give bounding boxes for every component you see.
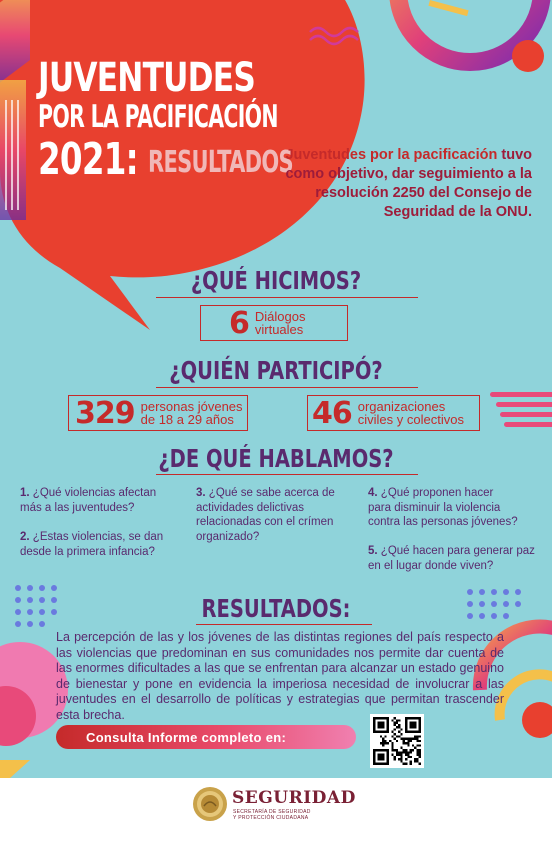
title-year: 2021: [38, 134, 138, 185]
title-line-1: JUVENTUDES [38, 55, 256, 101]
question-4: 4. ¿Qué proponen hacer para disminuir la violencia contra las personas jóvenes? [368, 487, 518, 528]
title-results: RESULTADOS [148, 145, 293, 180]
title-line-2: POR LA PACIFICACIÓN [38, 99, 278, 135]
intro-rest: tuvo como objetivo, dar seguimiento a la resolución 2250 del Consejo de Seguridad de la ONU. [285, 147, 532, 220]
brand-name: SEGURIDAD [232, 788, 356, 808]
de-que-hablamos-heading: ¿DE QUÉ HABLAMOS? [158, 444, 394, 473]
orgs-number: 46 [312, 395, 352, 431]
que-hicimos-heading: ¿QUÉ HICIMOS? [190, 266, 362, 295]
divider [156, 387, 418, 388]
people-number: 329 [75, 395, 135, 431]
resultados-heading: RESULTADOS: [201, 594, 351, 623]
question-2: 2. ¿Estas violencias, se dan desde la primera infancia? [20, 531, 164, 558]
brand-subtitle: SECRETARÍA DE SEGURIDAD Y PROTECCIÓN CIUDADANA [233, 809, 311, 821]
intro-bold: Juventudes por la pacificación [285, 147, 498, 163]
question-1: 1. ¿Qué violencias afectan más a las juventudes? [20, 487, 157, 514]
consulta-informe-banner: Consulta Informe completo en: [56, 725, 356, 749]
qr-code-icon[interactable] [370, 714, 424, 768]
divider [156, 297, 418, 298]
question-3: 3. ¿Qué se sabe acerca de actividades delictivas relacionadas con el crímen organizado? [196, 487, 335, 543]
orgs-box [307, 395, 480, 431]
dialogues-label: Diálogos virtuales [254, 309, 306, 337]
question-5: 5. ¿Qué hacen para generar paz en el lugar donde viven? [368, 545, 535, 572]
dialogues-number: 6 [229, 305, 249, 341]
resultados-body: La percepción de las y los jóvenes de las distintas regiones del país respecto a las violencias que predominan en sus comunidades nos permite dar cuenta de las enormes dificultades a las que se enfrentan para alcanzar un estado genuino de bienestar y pone en evidencia la imperiosa necesidad de involucrar a las juventudes en el desarrollo de políticas y estrategias que permitan trascender esta brecha. [56, 630, 504, 722]
dialogues-box [200, 305, 348, 341]
people-label: personas jóvenes de 18 a 29 años [140, 399, 243, 427]
quien-participo-heading: ¿QUIÉN PARTICIPÓ? [169, 356, 383, 385]
seal-icon [192, 786, 228, 822]
divider [196, 624, 372, 625]
intro-text [262, 146, 532, 222]
people-box [68, 395, 248, 431]
divider [156, 474, 418, 475]
orgs-label: organizaciones civiles y colectivos [357, 399, 464, 427]
